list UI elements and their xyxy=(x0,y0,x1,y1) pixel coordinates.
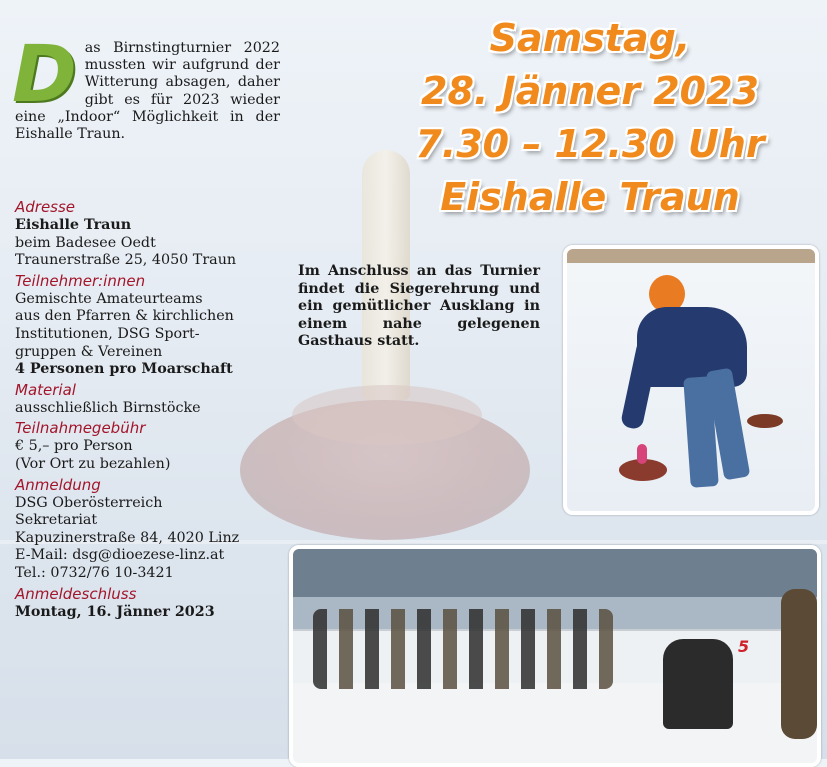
anmeldeschluss-date: Montag, 16. Jänner 2023 xyxy=(15,603,215,620)
anmeldeschluss-label: Anmeldeschluss xyxy=(15,584,137,603)
adresse-line: beim Badesee Oedt xyxy=(15,234,156,251)
material-label: Material xyxy=(15,380,76,399)
intro-text: as Birnstingturnier 2022 mussten wir aufgrund der Witterung absagen, daher gibt es für 2023 wieder eine „Indoor“ Möglichkeit in der Eishalle Traun. xyxy=(15,40,280,143)
background-stock-top xyxy=(292,385,482,445)
gebuehr-line: € 5,– pro Person xyxy=(15,438,133,455)
anmeldung-email: E-Mail: dsg@dioezese-linz.at xyxy=(15,547,225,564)
adresse-label: Adresse xyxy=(15,198,76,216)
gebuehr-label: Teilnahmegebühr xyxy=(15,419,146,438)
anmeldung-label: Anmeldung xyxy=(15,475,101,494)
headline-venue: Eishalle Traun xyxy=(440,175,740,219)
board-number: 5 xyxy=(738,637,750,656)
anmeldung-line: Kapuzinerstraße 84, 4020 Linz xyxy=(15,529,240,546)
teilnehmer-label: Teilnehmer:innen xyxy=(15,271,146,290)
headline-date: 28. Jänner 2023 xyxy=(421,69,759,113)
teilnehmer-line: aus den Pfarren & kirchlichen xyxy=(15,308,234,325)
teilnehmer-team-size: 4 Personen pro Moarschaft xyxy=(15,361,233,378)
bending-player xyxy=(663,639,733,729)
drop-cap: D xyxy=(12,30,77,120)
teilnehmer-line: Institutionen, DSG Sport- xyxy=(15,325,200,342)
material-text: ausschließlich Birnstöcke xyxy=(15,399,201,416)
photo-group-ice-hall xyxy=(289,545,821,767)
teilnehmer-line: Gemischte Amateurteams xyxy=(15,290,203,307)
anmeldung-line: DSG Oberösterreich xyxy=(15,494,163,511)
intro-paragraph xyxy=(12,30,280,143)
gebuehr-line: (Vor Ort zu bezahlen) xyxy=(15,455,171,472)
players-group xyxy=(313,609,613,689)
anmeldung-line: Sekretariat xyxy=(15,512,98,529)
adresse-name: Eishalle Traun xyxy=(15,217,132,233)
curling-stock-handle xyxy=(637,444,647,464)
standing-player xyxy=(781,589,817,739)
teilnehmer-line: gruppen & Vereinen xyxy=(15,343,163,360)
event-headline xyxy=(380,12,800,224)
photo-player-curling xyxy=(563,245,819,515)
closing-paragraph: Im Anschluss an das Turnier findet die Siegerehrung und ein gemütlicher Ausklang in einem nahe gelegenen Gasthaus statt. xyxy=(298,263,540,350)
adresse-line: Traunerstraße 25, 4050 Traun xyxy=(15,252,237,269)
headline-day: Samstag, xyxy=(489,16,691,60)
event-info xyxy=(15,196,285,621)
anmeldung-phone: Tel.: 0732/76 10-3421 xyxy=(15,564,174,581)
curling-stock-distant xyxy=(747,414,783,428)
headline-time: 7.30 – 12.30 Uhr xyxy=(415,122,765,166)
